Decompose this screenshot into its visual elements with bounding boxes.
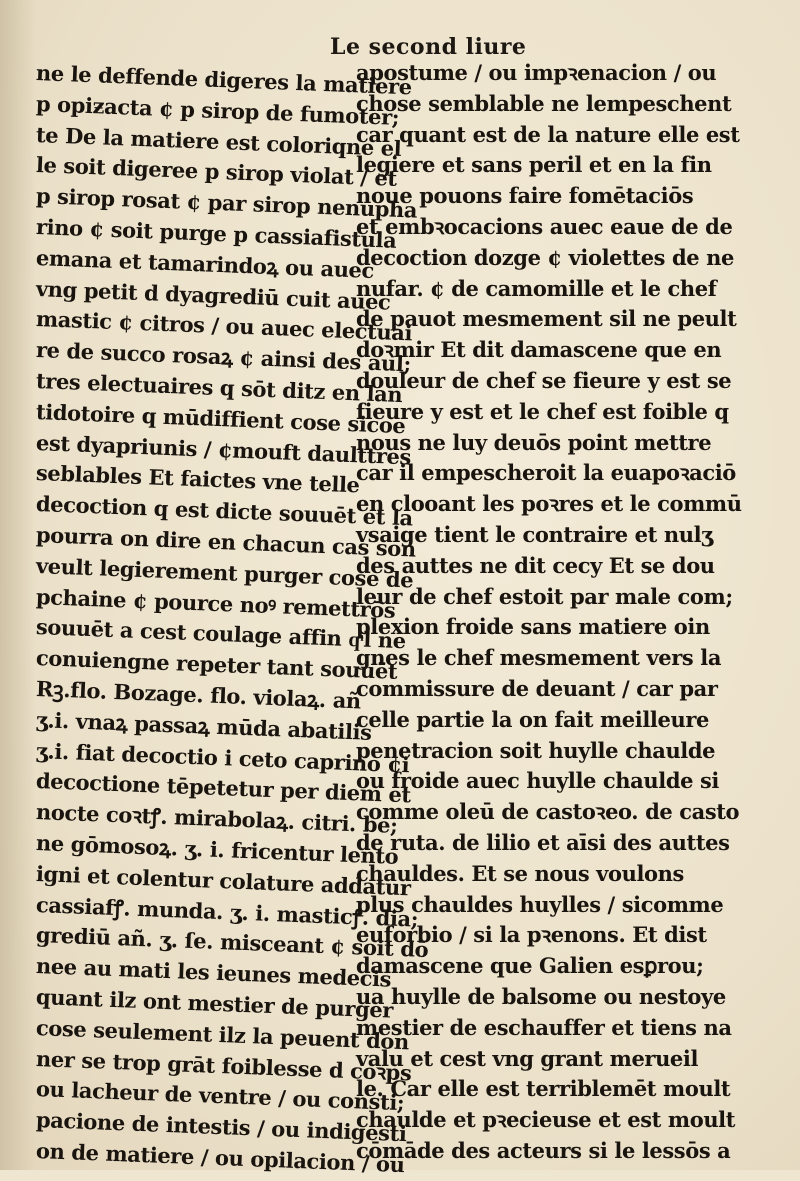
text-line: leur de chef estoit par male com; xyxy=(356,583,733,609)
text-line: emana et tamarindoꝝ ou auec xyxy=(35,244,375,283)
text-line: grediū añ. ʒ. ſe. misceant ¢ soit dō xyxy=(35,922,429,963)
text-line: re de succo rosaꝝ ¢ ainsi des aul; xyxy=(35,337,412,377)
text-line: tidotoire q mūdiffient cose sicoe xyxy=(35,398,406,438)
left-text-column xyxy=(35,58,429,1178)
text-line: ne le deffende digeres la matiere xyxy=(35,60,413,100)
text-line: comme oleū de castoꝛeo. de casto xyxy=(356,799,740,825)
text-line: p opiƶacta ¢ p sirop de fumoter; xyxy=(35,90,400,130)
text-line: doꝛmir Et dit damascene que en xyxy=(356,337,722,363)
text-line: veult legierement purger cose de xyxy=(35,552,414,593)
text-line: le. Car elle est terriblemēt moult xyxy=(356,1076,731,1102)
text-line: souuēt a cest coulage affin qͥl ne xyxy=(35,614,407,654)
text-line: mastic ¢ citros / ou auec electuai xyxy=(35,306,413,346)
text-line: de ruta. de lilio et aīsi des auttes xyxy=(356,829,730,855)
text-line: vsaige tient le contraire et nulʒ xyxy=(356,521,713,547)
text-line: gnes le chef mesmement vers la xyxy=(356,645,722,671)
text-line: seblables Et faictes vne telle xyxy=(35,460,361,498)
text-line: nous ne luy deuōs point mettre xyxy=(356,429,712,455)
text-line: apostume / ou impꝛenacion / ou xyxy=(356,60,717,85)
text-line: ou lacheur de ventre / ou consti; xyxy=(35,1076,405,1116)
text-line: cassiafꝭ. munda. ʒ. i. masticꝭ. dia; xyxy=(35,891,419,932)
text-line: pacione de intestis / ou indigesti xyxy=(35,1107,407,1147)
text-line: penetracion soit huylle chaulde xyxy=(356,737,716,763)
text-line: des auttes ne dit cecy Et se dou xyxy=(356,552,715,578)
text-line: plus chauldes huylles / sicomme xyxy=(356,891,724,917)
text-line: douleur de chef se fieure y est se xyxy=(356,367,732,393)
text-line: igni et colentur colature addatur xyxy=(35,860,412,901)
text-line: ner se trop grāt foiblesse d coꝛps xyxy=(35,1045,412,1085)
right-text-column xyxy=(356,58,742,1167)
text-line: decoction dozge ¢ violettes de ne xyxy=(356,244,734,270)
text-line: vng petit d dyagrediū cuit auec xyxy=(35,275,391,315)
text-line: valu et cest vng grant merueil xyxy=(356,1045,699,1071)
text-line: te De la matiere est coloriqne el xyxy=(35,121,402,161)
text-line: quant ilz ont mestier de purger xyxy=(35,983,394,1023)
text-line: nufar. ¢ de camomille et le chef xyxy=(356,275,717,301)
text-line: decoction q est dicte souuēt et la xyxy=(35,491,414,531)
text-line: ʒ.i. vnaꝝ passaꝝ mūda abatilis xyxy=(35,706,373,745)
text-line: chauldes. Et se nous voulons xyxy=(356,860,684,886)
text-line: damascene que Galien esꝑrou; xyxy=(356,953,704,979)
text-line: pourra on dire en chacun cas son xyxy=(35,521,417,562)
text-line: plexion froide sans matiere oin xyxy=(356,614,710,640)
running-head: Le second liure xyxy=(330,34,527,60)
text-line: et embꝛocacions auec eaue de de xyxy=(356,213,733,239)
text-line: commissure de deuant / car par xyxy=(356,675,718,701)
text-line: pchaine ¢ pource noꝰ remettrōs xyxy=(35,583,396,623)
text-line: p sirop rosat ¢ par sirop nenupha xyxy=(35,183,418,223)
text-line: car il empescheroit la euapoꝛaciō xyxy=(356,460,736,486)
text-line: decoctione tēpetetur per diem et xyxy=(35,768,412,808)
text-line: de pauot mesmement sil ne peult xyxy=(356,306,737,332)
text-line: le soit digeree p sirop violat / et xyxy=(35,152,398,192)
text-line: on de matiere / ou opilacion / ou xyxy=(35,1137,406,1178)
text-line: conuiengne repeter tant souuēt xyxy=(35,645,398,685)
text-line: chose semblable ne lempeschent xyxy=(356,90,732,116)
text-line: en clooant les poꝛres et le commū xyxy=(356,491,742,517)
text-line: ʒ.i. fiat decoctio i ceto caprino ¢i xyxy=(35,737,410,777)
text-line: nee au mati les ieunes medecis xyxy=(35,953,392,992)
text-line: legiere et sans peril et en la fin xyxy=(356,152,712,178)
text-line: ne gōmosoꝝ. ʒ. i. fricentur lento xyxy=(35,829,399,869)
text-line: noue pouons faire fomētaciōs xyxy=(356,183,694,209)
text-line: nocte coꝛtꝭ. mirabolaꝝ. citri. be; xyxy=(35,799,398,839)
text-line: tres electuaires q sōt ditz en lan xyxy=(35,367,403,408)
page-gutter-shadow xyxy=(0,0,36,1170)
text-line: car quant est de la nature elle est xyxy=(356,121,740,147)
text-line: cōmāde des acteurs si le lessōs a xyxy=(356,1137,731,1163)
text-line: Rꝫ.flo. Bozage. flo. violaꝝ. añ xyxy=(35,675,362,714)
text-line: chaulde et pꝛecieuse et est moult xyxy=(356,1107,736,1133)
text-line: fieure y est et le chef est foible q xyxy=(356,398,729,424)
text-line: ua huylle de balsome ou nestoye xyxy=(356,983,726,1009)
text-line: cose seulement ilz la peuent don xyxy=(35,1014,410,1055)
text-line: ou froide auec huylle chaulde si xyxy=(356,768,719,794)
text-line: celle partie la on fait meilleure xyxy=(356,706,709,732)
text-line: euforbio / si la pꝛenons. Et dist xyxy=(356,922,707,948)
text-line: rino ¢ soit purge p cassiafistula xyxy=(35,213,397,253)
text-line: est dyapriunis / ¢mouft daulttres xyxy=(35,429,412,469)
text-line: mestier de eschauffer et tiens na xyxy=(356,1014,732,1040)
